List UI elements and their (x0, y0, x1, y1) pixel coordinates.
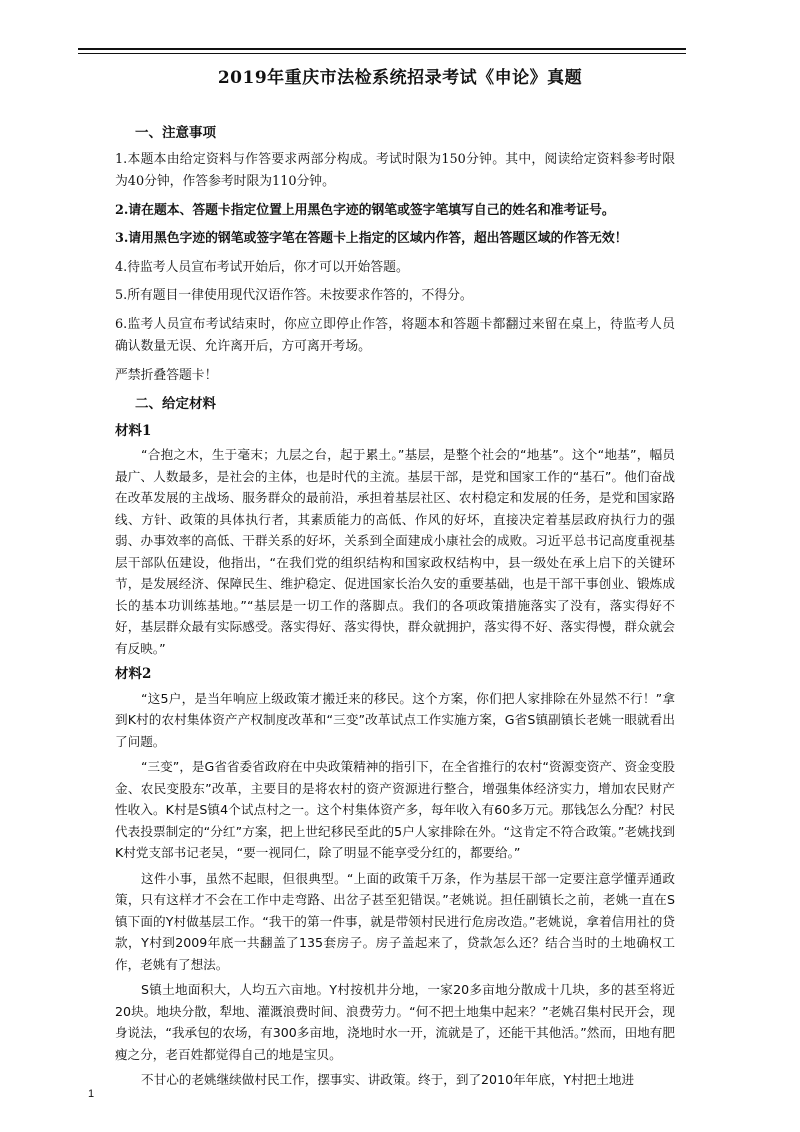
note-item-5: 5.所有题目一律使用现代汉语作答。未按要求作答的，不得分。 (115, 288, 473, 303)
material-2-paragraph-4: S镇土地面积大，人均五六亩地。Y村按机井分地，一家20多亩地分散成十几块，多的甚至将近20块。地块分散，犁地、灌溉浪费时间、浪费劳力。“何不把土地集中起来？”老姚召集村民开会，现身说法，“我承包的农场，有300多亩地，浇地时水一开，流就是了，还能干其他活。”然而，田地有肥瘦之分，老百姓都觉得自己的地是宝贝。 (115, 982, 675, 1062)
notes-list (115, 149, 675, 388)
section-heading-materials: 二、给定材料 (135, 396, 216, 412)
page-title: 2019年重庆市法检系统招录考试《申论》真题 (217, 68, 583, 88)
material-2-paragraph-5: 不甘心的老姚继续做村民工作，摆事实、讲政策。终于，到了2010年年底，Y村把土地进 (141, 1072, 635, 1087)
note-item-7: 严禁折叠答题卡！ (115, 367, 218, 383)
material-1-heading: 材料1 (115, 422, 152, 439)
document-body (115, 118, 675, 1095)
note-item-6: 6.监考人员宣布考试结束时，你应立即停止作答，将题本和答题卡都翻过来留在桌上，待监考人员确认数量无误、允许离开后，方可离开考场。 (115, 316, 675, 354)
section-heading-notes: 一、注意事项 (135, 125, 216, 141)
header-rule-thick (78, 48, 686, 50)
note-item-1: 1.本题本由给定资料与作答要求两部分构成。考试时限为150分钟。其中，阅读给定资料参考时限为40分钟，作答参考时限为110分钟。 (115, 151, 675, 189)
page-number: 1 (88, 1088, 95, 1100)
note-item-3: 3.请用黑色字迹的钢笔或签字笔在答题卡上指定的区域内作答，超出答题区域的作答无效！ (115, 231, 628, 246)
material-2-paragraph-3: 这件小事，虽然不起眼，但很典型。“上面的政策千万条，作为基层干部一定要注意学懂弄通政策，只有这样才不会在工作中走弯路、出岔子甚至犯错误。”老姚说。担任副镇长之前，老姚一直在S镇下面的Y村做基层工作。“我干的第一件事，就是带领村民进行危房改造。”老姚说，拿着信用社的贷款，Y村到2009年底一共翻盖了135套房子。房子盖起来了，贷款怎么还？结合当时的土地确权工作，老姚有了想法。 (115, 870, 675, 972)
note-item-4: 4.待监考人员宣布考试开始后，你才可以开始答题。 (115, 259, 409, 275)
header-rule-thin (78, 53, 686, 54)
material-1-paragraph: “合抱之木，生于毫末；九层之台，起于累土。”基层，是整个社会的“地基”。这个“地基”，幅员最广、人数最多，是社会的主体，也是时代的主流。基层干部，是党和国家工作的“基石”。他们奋战在改革发展的主战场、服务群众的最前沿，承担着基层社区、农村稳定和发展的任务，是党和国家路线、方针、政策的具体执行者，其素质能力的高低、作风的好坏，直接决定着基层政府执行力的强弱、办事效率的高低、干群关系的好坏，关系到全面建成小康社会的成败。习近平总书记高度重视基层干部队伍建设，他指出，“在我们党的组织结构和国家政权结构中，县一级处在承上启下的关键环节，是发展经济、保障民生、维护稳定、促进国家长治久安的重要基础，也是干部干事创业、锻炼成长的基本功训练基地。”“基层是一切工作的落脚点。我们的各项政策措施落实了没有，落实得好不好，基层群众最有实际感受。落实得好、落实得快，群众就拥护，落实得不好、落实得慢，群众就会有反映。” (115, 447, 675, 656)
note-item-2: 2.请在题本、答题卡指定位置上用黑色字迹的钢笔或签字笔填写自己的姓名和准考证号。 (115, 202, 615, 218)
material-2-paragraph-1: “这5户，是当年响应上级政策才搬迁来的移民。这个方案，你们把人家排除在外显然不行！”拿到K村的农村集体资产产权制度改革和“三变”改革试点工作实施方案，G省S镇副镇长老姚一眼就看出了问题。 (115, 690, 675, 749)
material-2-heading: 材料2 (115, 666, 152, 682)
material-2-paragraph-2: “三变”，是G省省委省政府在中央政策精神的指引下，在全省推行的农村“资源变资产、资金变股金、农民变股东”改革，主要目的是将农村的资产资源进行整合，增强集体经济实力，增加农民财产性收入。K村是S镇4个试点村之一。这个村集体资产多，每年收入有60多万元。那钱怎么分配？村民代表投票制定的“分红”方案，把上世纪移民至此的5户人家排除在外。“这肯定不符合政策。”老姚找到K村党支部书记老吴，“要一视同仁，除了明显不能享受分红的，都要给。” (115, 759, 675, 860)
